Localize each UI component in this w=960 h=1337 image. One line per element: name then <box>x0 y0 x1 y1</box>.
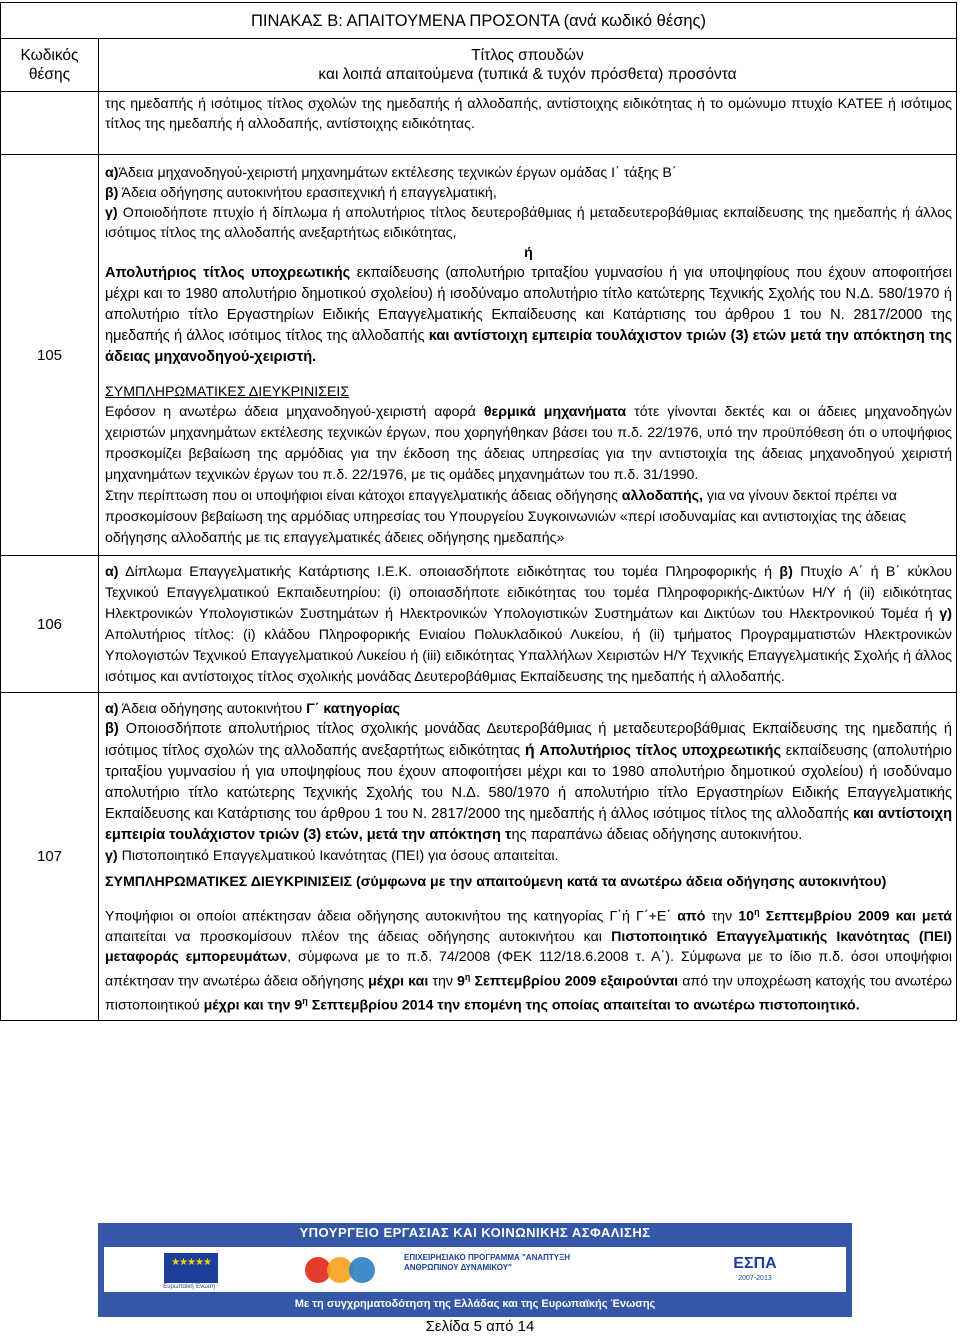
qualifications-table <box>0 2 957 1021</box>
table-row <box>1 556 957 693</box>
note-1: Εφόσον η ανωτέρω άδεια μηχανοδηγού-χειριστή αφορά θερμικά μηχανήματα τότε γίνονται δεκτές και οι άδειες μηχανοδηγών χειριστών μηχανημάτων εκτέλεσης τεχνικών έργων, που χορηγήθηκαν βάσει του π.δ. 22/1976, υπό την προϋπόθεση ότι ο υποψήφιος προσκομίζει βεβαίωση της αρμόδιας για την έκδοση της άδειας υπηρεσίας για την αντιστοιχία της άδειας μηχανοδηγού χειριστή μηχανημάτων τεχνικών έργων του π.δ. 22/1976, με τις ομάδες μηχανημάτων του π.δ. 31/1990. <box>105 404 952 483</box>
req-a: α)Άδεια μηχανοδηγού-χειριστή μηχανημάτων εκτέλεσης τεχνικών έργων ομάδας Ι΄ τάξης Β΄ <box>105 165 677 181</box>
cofunding-text: Με τη συγχρηματοδότηση της Ελλάδας και της Ευρωπαϊκής Ένωσης <box>294 1298 656 1310</box>
page-number: Σελίδα 5 από 14 <box>425 1318 535 1335</box>
position-code: 105 <box>1 155 99 556</box>
requirements-cell <box>99 155 957 556</box>
req-b: β) Άδεια οδήγησης αυτοκινήτου ερασιτεχνική ή επαγγελματική, <box>105 185 497 201</box>
or-separator: ή <box>524 245 533 261</box>
espa-label: ΕΣΠΑ <box>733 1255 777 1272</box>
table-row <box>1 92 957 155</box>
header-description <box>99 39 957 92</box>
funding-banner <box>98 1223 852 1317</box>
position-code: 106 <box>1 556 99 693</box>
table-row <box>1 693 957 1021</box>
req-b: β) Οποιοσδήποτε απολυτήριος τίτλος σχολικής μονάδας Δευτεροβάθμιας ή μεταδευτεροβάθμιας Εκπαίδευσης της ημεδαπής ή ισότιμος τίτλος σχολών της αλλοδαπής ανεξαρτήτως ειδικότητας ή Απολυτήριος τίτλος υποχρεωτικής εκπαίδευσης (απολυτήριο τριταξίου γυμνασίου ή για υποψηφίους που έχουν αποφοιτήσει μέχρι και το 1980 απολυτήριο δημοτικού σχολείου) ή ισοδύναμο απολυτήριο τίτλο κατώτερης Τεχνικής Σχολής του Ν.Δ. 580/1970 ή απολυτήριο τίτλο Εργαστηρίων Ειδικής Επαγγελματικής Εκπαίδευσης και Κατάρτισης του άρθρου 1 του Ν. 2817/2000 της ημεδαπής ή άλλος ισότιμος τίτλος της αλλοδαπής και αντίστοιχη εμπειρία τουλάχιστον τριών (3) ετών, μετά την απόκτηση της παραπάνω άδειας οδήγησης αυτοκινήτου. <box>105 721 953 843</box>
requirements-cell <box>99 693 957 1021</box>
logo-strip <box>104 1247 846 1292</box>
header-code-label: Κωδικός θέσης <box>20 47 79 83</box>
ministry-title: ΥΠΟΥΡΓΕΙΟ ΕΡΓΑΣΙΑΣ ΚΑΙ ΚΟΙΝΩΝΙΚΗΣ ΑΣΦΑΛΙΣΗΣ <box>299 1225 651 1240</box>
table-row <box>1 155 957 556</box>
note-1: Υποψήφιοι οι οποίοι απέκτησαν άδεια οδήγησης αυτοκινήτου της κατηγορίας Γ΄ή Γ΄+Ε΄ από την $10^\eta$ Σεπτεμβρίου 2009 και μετά απαιτείται να προσκομίσουν πλέον της άδειας οδήγησης αυτοκινήτου και Πιστοποιητικό Επαγγελματικής Ικανότητας (ΠΕΙ) μεταφοράς εμπορευμάτων, σύμφωνα με το π.δ. 74/2008 (ΦΕΚ 112/18.6.2008 τ. Α΄). Σύμφωνα με το ίδιο π.δ. όσοι υποψήφιοι απέκτησαν την ανωτέρω άδεια οδήγησης μέχρι και την $9^\eta$ Σεπτεμβρίου 2009 εξαιρούνται από την υποχρέωση κατοχής του ανωτέρω πιστοποιητικού μέχρι και την $9^\eta$ Σεπτεμβρίου 2014 την επομένη της οποίας απαιτείται το ανωτέρω πιστοποιητικό. <box>105 907 952 1015</box>
req-c: γ) Οποιοδήποτε πτυχίο ή δίπλωμα ή απολυτήριος τίτλος δευτεροβάθμιας ή μεταδευτεροβάθμιας εκπαίδευσης της ημεδαπής ή άλλος ισότιμος τίτλος της αλλοδαπής ανεξαρτήτως ειδικότητας, <box>105 205 952 241</box>
header-desc-line1: Τίτλος σπουδών <box>471 47 584 64</box>
hands-logo-icon <box>300 1253 390 1287</box>
req-a: α) Άδεια οδήγησης αυτοκινήτου Γ΄ κατηγορίας <box>105 701 400 717</box>
header-desc-line2: και λοιπά απαιτούμενα (τυπικά & τυχόν πρόσθετα) προσόντα <box>318 66 737 83</box>
program-name: ΕΠΙΧΕΙΡΗΣΙΑΚΟ ΠΡΟΓΡΑΜΜΑ "ΑΝΑΠΤΥΞΗ ΑΝΘΡΩΠΙΝΟΥ ΔΥΝΑΜΙΚΟΥ" <box>404 1253 571 1272</box>
table-title: ΠΙΝΑΚΑΣ Β: ΑΠΑΙΤΟΥΜΕΝΑ ΠΡΟΣΟΝΤΑ (ανά κωδικό θέσης) <box>1 3 957 39</box>
notes-title: ΣΥΜΠΛΗΡΩΜΑΤΙΚΕΣ ΔΙΕΥΚΡΙΝΙΣΕΙΣ (σύμφωνα με την απαιτούμενη κατά τα ανωτέρω άδεια οδήγησης αυτοκινήτου) <box>105 874 887 890</box>
notes-title: ΣΥΜΠΛΗΡΩΜΑΤΙΚΕΣ ΔΙΕΥΚΡΙΝΙΣΕΙΣ <box>105 384 350 400</box>
espa-logo <box>710 1253 800 1287</box>
note-2: Στην περίπτωση που οι υποψήφιοι είναι κάτοχοι επαγγελματικής άδειας οδήγησης αλλοδαπής, για να γίνουν δεκτοί πρέπει να προσκομίσουν βεβαίωση της αρμόδιας υπηρεσίας του Υπουργείου Συγκοινωνιών «περί ισοδυναμίας και αντιστοιχίας της άδειας οδήγησης αλλοδαπής με τις επαγγελματικές άδειες οδήγησης ημεδαπής» <box>105 488 907 546</box>
continuation-text: της ημεδαπής ή ισότιμος τίτλος σχολών της ημεδαπής ή αλλοδαπής, αντίστοιχης ειδικότητας ή το ομώνυμο πτυχίο ΚΑΤΕΕ ή ισότιμος τίτλος της ημεδαπής ή αλλοδαπής, αντίστοιχης ειδικότητας. <box>99 92 957 155</box>
position-code: 107 <box>1 693 99 1021</box>
eu-flag-icon: ★★★★★ <box>164 1253 218 1283</box>
req-alt: Απολυτήριος τίτλος υποχρεωτικής εκπαίδευσης (απολυτήριο τριταξίου γυμνασίου ή για υποψηφίους που έχουν αποφοιτήσει μέχρι και το 1980 απολυτήριο δημοτικού σχολείου) ή ισοδύναμο απολυτήριο τίτλο κατώτερης Τεχνικής Σχολής του Ν.Δ. 580/1970 ή απολυτήριο τίτλο Εργαστηρίων Ειδικής Επαγγελματικής Εκπαίδευσης και Κατάρτισης του άρθρου 1 του Ν. 2817/2000 της ημεδαπής ή άλλος ισότιμος τίτλος της αλλοδαπής και αντίστοιχη εμπειρία τουλάχιστον τριών (3) ετών μετά την απόκτηση της άδειας μηχανοδηγού-χειριστή. <box>105 265 952 365</box>
req-c: γ) Πιστοποιητικό Επαγγελματικού Ικανότητας (ΠΕΙ) για όσους απαιτείται. <box>105 848 559 864</box>
espa-years: 2007-2013 <box>738 1275 772 1282</box>
header-code <box>1 39 99 92</box>
requirements-cell: α) Δίπλωμα Επαγγελματικής Κατάρτισης Ι.Ε.Κ. οποιασδήποτε ειδικότητας του τομέα Πληροφορικής ή β) Πτυχίο Α΄ ή Β΄ κύκλου Τεχνικού Επαγγελματικού Εκπαιδευτηρίου: (i) οποιασδήποτε ειδικότητας του τομέα Πληροφορικής-Δικτύων Η/Υ ή (ii) ειδικότητας Ηλεκτρονικών Υπολογιστικών Συστημάτων ή Ηλεκτρονικών Υπολογιστικών Συστημάτων και Δικτύων του Ηλεκτρονικού Τομέα ή γ) Απολυτήριος τίτλος: (i) κλάδου Πληροφορικής Ενιαίου Πολυκλαδικού Λυκείου, ή (ii) τμήματος Προγραμματιστών Ηλεκτρονικών Υπολογιστών Τεχνικού Επαγγελματικού Λυκείου ή (iii) ειδικότητας Υπαλλήλων Χειριστών Η/Υ Τεχνικής Επαγγελματικής Σχολής ή άλλος ισότιμος και αντίστοιχος τίτλος σχολικής μονάδας Δευτεροβάθμιας Εκπαίδευσης της ημεδαπής ή αλλοδαπής. <box>99 556 957 693</box>
eu-caption: Ευρωπαϊκή Ένωση <box>163 1284 215 1290</box>
